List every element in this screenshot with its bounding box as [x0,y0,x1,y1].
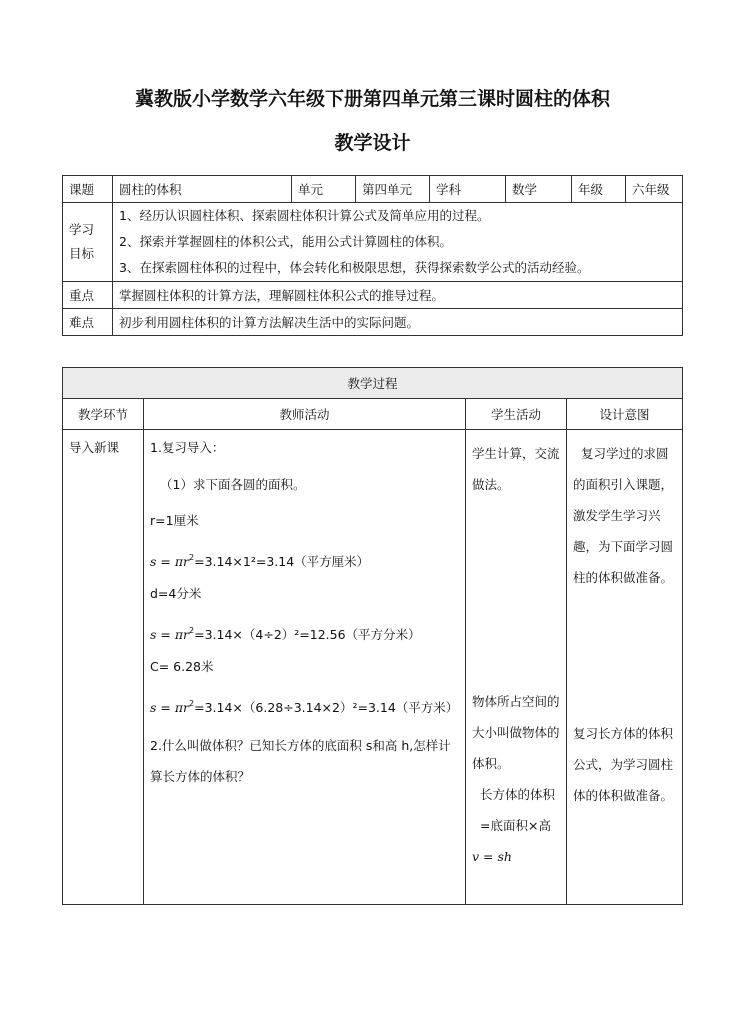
document-subtitle: 教学设计 [334,132,411,154]
goals-list [113,203,683,282]
key-point-label: 重点 [63,282,113,309]
formula: s = πr [150,699,190,715]
subject-label: 学科 [430,176,506,203]
student-formula: v = sh [472,849,512,864]
student-line: 物体所占空间的大小叫做物体的体积。 [472,694,560,771]
process-banner: 教学过程 [63,368,683,399]
unit-label: 单元 [292,176,356,203]
unit-value: 第四单元 [356,176,430,203]
formula-result: =3.14×（6.28÷3.14×2）²=3.14（平方米） [194,699,459,715]
subject-value: 数学 [506,176,572,203]
teacher-line: （1）求下面各圆的面积。 [160,476,306,492]
difficulty-label: 难点 [63,309,113,336]
student-line: 学生计算，交流做法。 [472,446,560,492]
header-intent: 设计意图 [567,399,683,430]
goals-label: 学习目标 [63,203,113,282]
goal-item: 2、探索并掌握圆柱的体积公式，能用公式计算圆柱的体积。 [119,234,452,249]
student-activity-cell [466,430,567,905]
formula: s = πr [150,553,190,569]
teacher-line: 1.复习导入： [150,440,225,455]
formula-result: =3.14×（4÷2）²=12.56（平方分米） [194,626,421,642]
teacher-line: d=4分米 [150,586,202,601]
teacher-formula-line: $s = \pi r^2=3.14\times(4\div 2)^2=12.56$（平方分米） [150,625,421,642]
student-line: 长方体的体积=底面积×高 [480,787,556,833]
key-point-value: 掌握圆柱体积的计算方法，理解圆柱体积公式的推导过程。 [113,282,683,309]
teacher-line: r=1厘米 [150,513,199,528]
teacher-formula-line: $s = \pi r^2=3.14\times(6.28\div 3.14\times 2)^2=3.14$（平方米） [150,698,459,715]
formula: s = πr [150,626,190,642]
teacher-activity-cell [144,430,466,905]
teacher-line: 2.什么叫做体积？已知长方体的底面积 s和高 h,怎样计算长方体的体积？ [150,738,451,784]
grade-label: 年级 [572,176,626,203]
teaching-process-table [62,367,683,905]
difficulty-value: 初步利用圆柱体积的计算方法解决生活中的实际问题。 [113,309,683,336]
document-title: 冀教版小学数学六年级下册第四单元第三课时圆柱的体积 [134,88,610,110]
intent-line: 复习长方体的体积公式，为学习圆柱体的体积做准备。 [573,726,674,803]
stage-cell: 导入新课 [63,430,144,905]
topic-label: 课题 [63,176,113,203]
goal-item: 1、经历认识圆柱体积、探索圆柱体积计算公式及简单应用的过程。 [119,208,490,223]
formula-result: =3.14×1²=3.14（平方厘米） [194,553,370,569]
topic-value: 圆柱的体积 [113,176,292,203]
goal-item: 3、在探索圆柱体积的过程中，体会转化和极限思想，获得探索数学公式的活动经验。 [119,260,590,275]
header-student: 学生活动 [466,399,567,430]
grade-value: 六年级 [626,176,683,203]
header-stage: 教学环节 [63,399,144,430]
design-intent-cell [567,430,683,905]
intent-line: 复习学过的求圆的面积引入课题，激发学生学习兴趣，为下面学习圆柱的体积做准备。 [573,446,674,585]
teacher-formula-line: $s = \pi r^2=3.14\times 1^2=3.14$（平方厘米） [150,552,370,569]
header-teacher: 教师活动 [144,399,466,430]
lesson-info-table [62,175,683,336]
teacher-line: C= 6.28米 [150,659,214,674]
